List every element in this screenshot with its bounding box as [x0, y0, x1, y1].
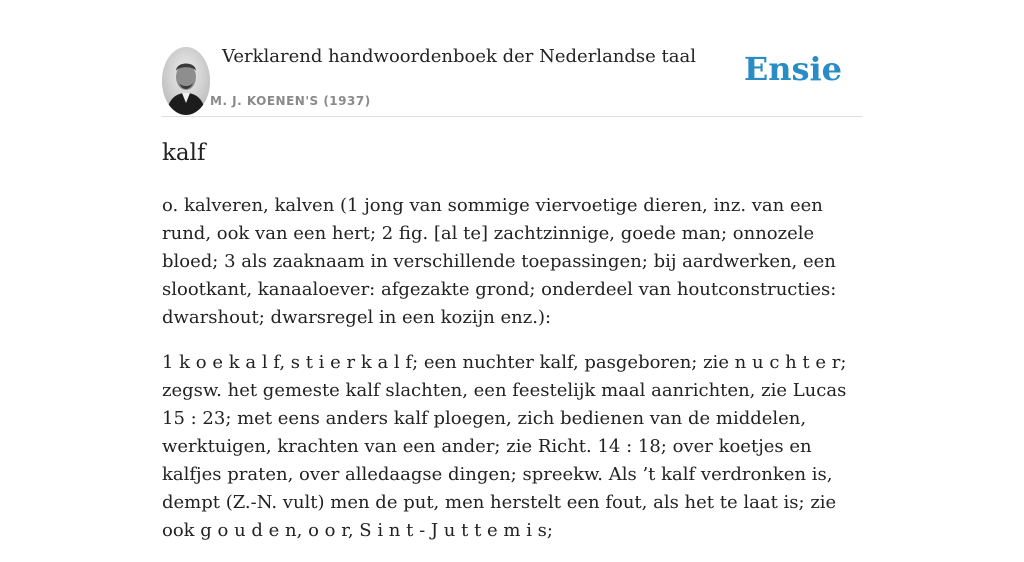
entry-headword: kalf: [162, 140, 206, 166]
entry-paragraph: o. kalveren, kalven (1 jong van sommige viervoetige dieren, inz. van een rund, ook van een hert; 2 fig. [al te] zachtzinnige, goede man; onnozele bloed; 3 als zaaknaam in verschillende toepassingen; bij aardwerken, een slootkant, kanaaloever: afgezakte grond; onderdeel van houtconstructies: dwarshout; dwarsregel in een kozijn enz.):: [162, 195, 837, 328]
author-portrait-icon: [162, 47, 210, 115]
entry-body: [162, 192, 862, 562]
header: [162, 0, 862, 117]
brand-logo[interactable]: Ensie: [743, 50, 842, 88]
book-title[interactable]: Verklarend handwoordenboek der Nederlandse taal: [222, 46, 696, 67]
page: [162, 0, 862, 541]
book-subtitle: M. J. KOENEN'S (1937): [210, 94, 371, 108]
entry-paragraph: 1 k o e k a l f, s t i e r k a l f; een nuchter kalf, pasgeboren; zie n u c h t e r; zegsw. het gemeste kalf slachten, een feestelijk maal aanrichten, zie Lucas 15 : 23; met eens anders kalf ploegen, zich bedienen van de middelen, werktuigen, krachten van een ander; zie Richt. 14 : 18; over koetjes en kalfjes praten, over alledaagse dingen; spreekw. Als ’t kalf verdronken is, dempt (Z.-N. vult) men de put, men herstelt een fout, als het te laat is; zie ook g o u d e n, o o r, S i n t - J u t t e m i s;: [162, 352, 847, 541]
